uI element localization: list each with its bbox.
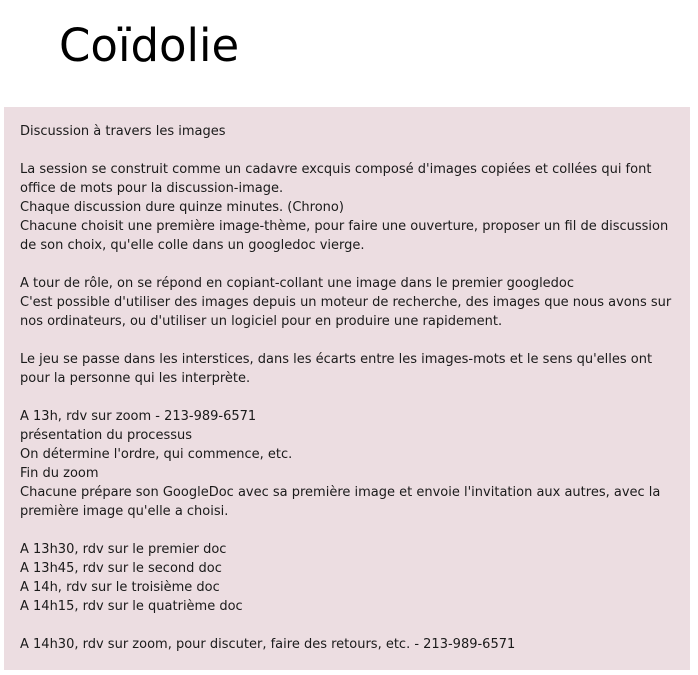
turns-line-2: C'est possible d'utiliser des images depuis un moteur de recherche, des images que nous avons sur nos ordinateurs, ou d'utiliser un logiciel pour en produire une rapidement.	[20, 295, 672, 329]
schedule-line-1300: A 13h, rdv sur zoom - 213-989-6571	[20, 409, 257, 424]
heading-text: Discussion à travers les images	[20, 124, 226, 139]
intro-paragraph	[20, 160, 678, 255]
schedule-line-1345: A 13h45, rdv sur le second doc	[20, 561, 222, 576]
schedule-line-presentation: présentation du processus	[20, 428, 193, 443]
game-text: Le jeu se passe dans les interstices, dans les écarts entre les images-mots et le sens qu'elles ont pour la personne qui les interprète.	[20, 352, 653, 386]
game-paragraph	[20, 350, 678, 388]
schedule-first-paragraph	[20, 407, 678, 521]
site-title: Coïdolie	[59, 19, 240, 72]
turns-paragraph	[20, 274, 678, 331]
turns-line-1: A tour de rôle, on se répond en copiant-collant une image dans le premier googledoc	[20, 276, 575, 291]
intro-line-1: La session se construit comme un cadavre excquis composé d'images copiées et collées qui font office de mots pour la discussion-image.	[20, 162, 652, 196]
schedule-line-1400: A 14h, rdv sur le troisième doc	[20, 580, 220, 595]
schedule-line-end-zoom: Fin du zoom	[20, 466, 99, 481]
schedule-line-1330: A 13h30, rdv sur le premier doc	[20, 542, 227, 557]
closing-paragraph	[20, 635, 678, 654]
schedule-line-order: On détermine l'ordre, qui commence, etc.	[20, 447, 293, 462]
schedule-line-1415: A 14h15, rdv sur le quatrième doc	[20, 599, 243, 614]
intro-line-2: Chaque discussion dure quinze minutes. (Chrono)	[20, 200, 344, 215]
closing-text: A 14h30, rdv sur zoom, pour discuter, faire des retours, etc. - 213-989-6571	[20, 637, 516, 652]
schedule-line-prepare-doc: Chacune prépare son GoogleDoc avec sa première image et envoie l'invitation aux autres, avec la première image qu'elle a choisi.	[20, 485, 661, 519]
content-box	[4, 107, 690, 670]
intro-line-3: Chacune choisit une première image-thème, pour faire une ouverture, proposer un fil de discussion de son choix, qu'elle colle dans un googledoc vierge.	[20, 219, 669, 253]
content-heading	[20, 122, 678, 141]
schedule-second-paragraph	[20, 540, 678, 616]
